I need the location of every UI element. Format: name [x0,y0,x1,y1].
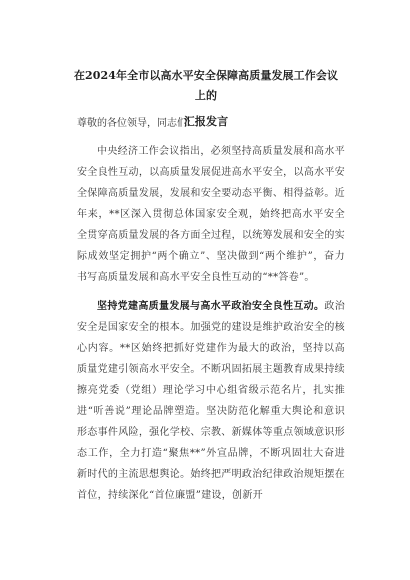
title-line-1: 在2024年全市以高水平安全保障高质量发展工作会议上的 [73,69,339,102]
paragraph-2-body: 政治安全是国家安全的根本。加强党的建设是维护政治安全的核心内容。**区始终把抓好党建作为最大的政治，坚持以高质量党建引领高水平安全。不断巩固拓展主题教育成果持续擦亮党委（党组）理论学习中心组省级示范名片，扎实推进“听善说”理论品牌塑造。坚决防范化解重大舆论和意识形态事件风险，强化学校、宗教、新媒体等重点领域意识形态工作，全力打造“聚焦**”外宣品牌，不断巩固壮大奋进新时代的主流思想舆论。始终把严明政治纪律政治规矩摆在首位，持续深化“首位廉盟”建设，创新开 [77,301,345,501]
paragraph-2-lead: 坚持党建高质量发展与高水平政治安全良性互动。 [97,301,325,312]
paragraph-1: 中央经济工作会议指出，必须坚持高质量发展和高水平安全良性互动，以高质量发展促进高水平安全，以高水平安全保障高质量发展，发展和安全要动态平衡、相得益彰。近年来，**区深入贯彻总体国家安全观，始终把高水平安全全贯穿高质量发展的各方面全过程，以统筹发展和安全的实际成效坚定拥护“两个确立”、坚决做到“两个维护”，奋力书写高质量发展和高水平安全良性互动的“**答卷”。 [77,146,345,283]
paragraph-2 [77,296,345,506]
greeting: 尊敬的各位领导，同志们： [77,118,197,129]
title-line-2: 汇报发言 [183,115,229,128]
